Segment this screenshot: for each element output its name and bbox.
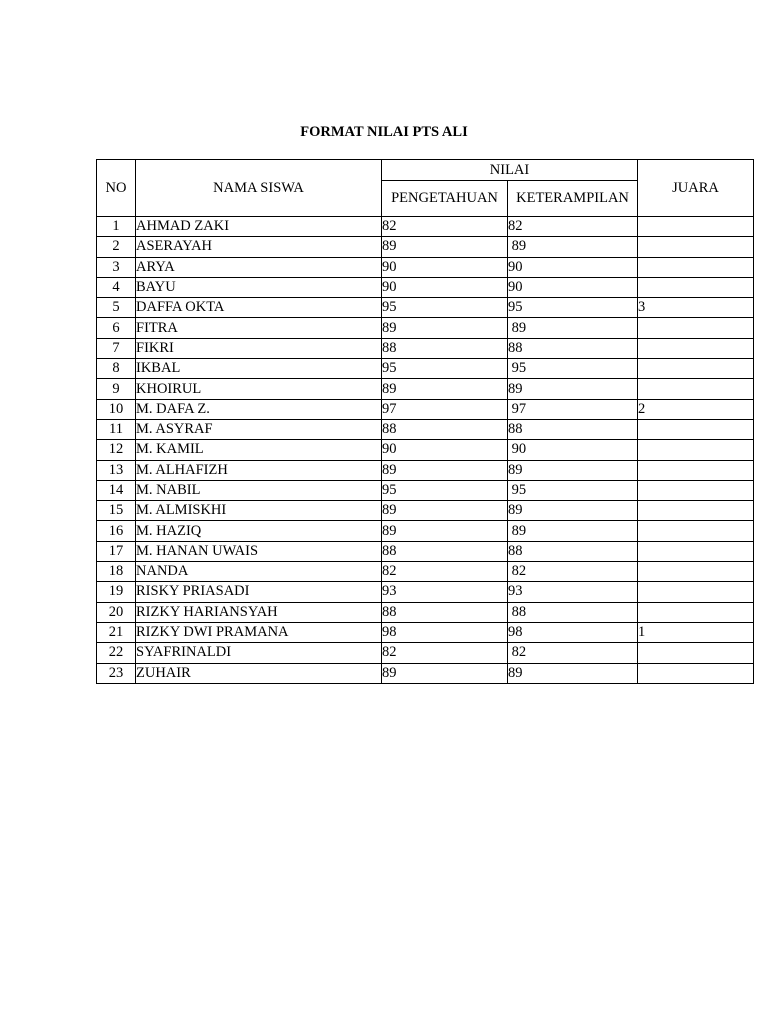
keterampilan-score: 82: [508, 217, 638, 237]
student-name: ZUHAIR: [136, 663, 382, 683]
juara-rank: [638, 419, 754, 439]
row-number: 8: [97, 359, 136, 379]
student-name: M. ALHAFIZH: [136, 460, 382, 480]
row-number: 13: [97, 460, 136, 480]
header-nilai: NILAI: [382, 160, 638, 181]
student-name: IKBAL: [136, 359, 382, 379]
student-name: AHMAD ZAKI: [136, 217, 382, 237]
keterampilan-score: 89: [508, 501, 638, 521]
row-number: 20: [97, 602, 136, 622]
header-name: NAMA SISWA: [136, 160, 382, 217]
page-title: FORMAT NILAI PTS ALI: [300, 124, 468, 140]
juara-rank: [638, 460, 754, 480]
table-row: [97, 501, 754, 521]
pengetahuan-score: 95: [382, 359, 508, 379]
keterampilan-score: 90: [508, 277, 638, 297]
header-keterampilan: KETERAMPILAN: [508, 181, 638, 217]
table-row: [97, 602, 754, 622]
row-number: 16: [97, 521, 136, 541]
row-number: 21: [97, 622, 136, 642]
table-row: [97, 379, 754, 399]
row-number: 4: [97, 277, 136, 297]
juara-rank: [638, 440, 754, 460]
juara-rank: [638, 237, 754, 257]
keterampilan-score: 95: [508, 298, 638, 318]
pengetahuan-score: 82: [382, 562, 508, 582]
student-name: DAFFA OKTA: [136, 298, 382, 318]
juara-rank: [638, 541, 754, 561]
table-header: [97, 160, 754, 217]
student-name: M. HANAN UWAIS: [136, 541, 382, 561]
student-name: ASERAYAH: [136, 237, 382, 257]
pengetahuan-score: 88: [382, 419, 508, 439]
pengetahuan-score: 89: [382, 663, 508, 683]
juara-rank: [638, 480, 754, 500]
juara-rank: [638, 562, 754, 582]
keterampilan-score: 98: [508, 622, 638, 642]
student-name: M. KAMIL: [136, 440, 382, 460]
grades-table: [96, 159, 754, 684]
keterampilan-score: 89: [508, 318, 638, 338]
table-row: [97, 419, 754, 439]
row-number: 2: [97, 237, 136, 257]
table-row: [97, 338, 754, 358]
keterampilan-score: 89: [508, 237, 638, 257]
student-name: FIKRI: [136, 338, 382, 358]
keterampilan-score: 89: [508, 521, 638, 541]
juara-rank: [638, 501, 754, 521]
table-row: [97, 643, 754, 663]
student-name: M. HAZIQ: [136, 521, 382, 541]
row-number: 9: [97, 379, 136, 399]
juara-rank: [638, 643, 754, 663]
row-number: 6: [97, 318, 136, 338]
juara-rank: [638, 359, 754, 379]
table-body: [97, 217, 754, 684]
header-pengetahuan: PENGETAHUAN: [382, 181, 508, 217]
table-row: [97, 298, 754, 318]
juara-rank: 1: [638, 622, 754, 642]
juara-rank: [638, 521, 754, 541]
keterampilan-score: 97: [508, 399, 638, 419]
keterampilan-score: 82: [508, 643, 638, 663]
keterampilan-score: 82: [508, 562, 638, 582]
table-row: [97, 318, 754, 338]
keterampilan-score: 90: [508, 257, 638, 277]
juara-rank: [638, 257, 754, 277]
table-row: [97, 521, 754, 541]
keterampilan-score: 95: [508, 480, 638, 500]
table-row: [97, 359, 754, 379]
pengetahuan-score: 97: [382, 399, 508, 419]
student-name: SYAFRINALDI: [136, 643, 382, 663]
pengetahuan-score: 89: [382, 318, 508, 338]
pengetahuan-score: 89: [382, 237, 508, 257]
pengetahuan-score: 88: [382, 602, 508, 622]
pengetahuan-score: 98: [382, 622, 508, 642]
table-row: [97, 217, 754, 237]
student-name: M. DAFA Z.: [136, 399, 382, 419]
table-row: [97, 460, 754, 480]
pengetahuan-score: 89: [382, 460, 508, 480]
row-number: 19: [97, 582, 136, 602]
pengetahuan-score: 95: [382, 298, 508, 318]
pengetahuan-score: 82: [382, 217, 508, 237]
student-name: M. NABIL: [136, 480, 382, 500]
row-number: 22: [97, 643, 136, 663]
table-row: [97, 480, 754, 500]
student-name: KHOIRUL: [136, 379, 382, 399]
juara-rank: 2: [638, 399, 754, 419]
row-number: 3: [97, 257, 136, 277]
table-row: [97, 541, 754, 561]
keterampilan-score: 88: [508, 602, 638, 622]
keterampilan-score: 89: [508, 379, 638, 399]
juara-rank: [638, 318, 754, 338]
row-number: 14: [97, 480, 136, 500]
student-name: RIZKY HARIANSYAH: [136, 602, 382, 622]
row-number: 5: [97, 298, 136, 318]
keterampilan-score: 88: [508, 338, 638, 358]
student-name: M. ASYRAF: [136, 419, 382, 439]
keterampilan-score: 95: [508, 359, 638, 379]
juara-rank: [638, 663, 754, 683]
table-row: [97, 663, 754, 683]
table-row: [97, 562, 754, 582]
header-no: NO: [97, 160, 136, 217]
pengetahuan-score: 95: [382, 480, 508, 500]
student-name: FITRA: [136, 318, 382, 338]
row-number: 18: [97, 562, 136, 582]
student-name: ARYA: [136, 257, 382, 277]
table-row: [97, 582, 754, 602]
student-name: RIZKY DWI PRAMANA: [136, 622, 382, 642]
pengetahuan-score: 89: [382, 501, 508, 521]
juara-rank: [638, 338, 754, 358]
pengetahuan-score: 90: [382, 257, 508, 277]
table-row: [97, 399, 754, 419]
row-number: 23: [97, 663, 136, 683]
keterampilan-score: 89: [508, 460, 638, 480]
juara-rank: [638, 277, 754, 297]
table-row: [97, 622, 754, 642]
juara-rank: [638, 217, 754, 237]
header-juara: JUARA: [638, 160, 754, 217]
keterampilan-score: 89: [508, 663, 638, 683]
row-number: 11: [97, 419, 136, 439]
pengetahuan-score: 93: [382, 582, 508, 602]
row-number: 17: [97, 541, 136, 561]
pengetahuan-score: 89: [382, 521, 508, 541]
table-row: [97, 237, 754, 257]
pengetahuan-score: 82: [382, 643, 508, 663]
row-number: 7: [97, 338, 136, 358]
keterampilan-score: 88: [508, 419, 638, 439]
pengetahuan-score: 90: [382, 440, 508, 460]
juara-rank: 3: [638, 298, 754, 318]
table-row: [97, 257, 754, 277]
student-name: NANDA: [136, 562, 382, 582]
pengetahuan-score: 90: [382, 277, 508, 297]
juara-rank: [638, 602, 754, 622]
student-name: BAYU: [136, 277, 382, 297]
student-name: RISKY PRIASADI: [136, 582, 382, 602]
pengetahuan-score: 89: [382, 379, 508, 399]
juara-rank: [638, 582, 754, 602]
row-number: 12: [97, 440, 136, 460]
pengetahuan-score: 88: [382, 541, 508, 561]
student-name: M. ALMISKHI: [136, 501, 382, 521]
juara-rank: [638, 379, 754, 399]
keterampilan-score: 93: [508, 582, 638, 602]
table-row: [97, 440, 754, 460]
pengetahuan-score: 88: [382, 338, 508, 358]
table-row: [97, 277, 754, 297]
keterampilan-score: 90: [508, 440, 638, 460]
row-number: 1: [97, 217, 136, 237]
row-number: 10: [97, 399, 136, 419]
keterampilan-score: 88: [508, 541, 638, 561]
row-number: 15: [97, 501, 136, 521]
